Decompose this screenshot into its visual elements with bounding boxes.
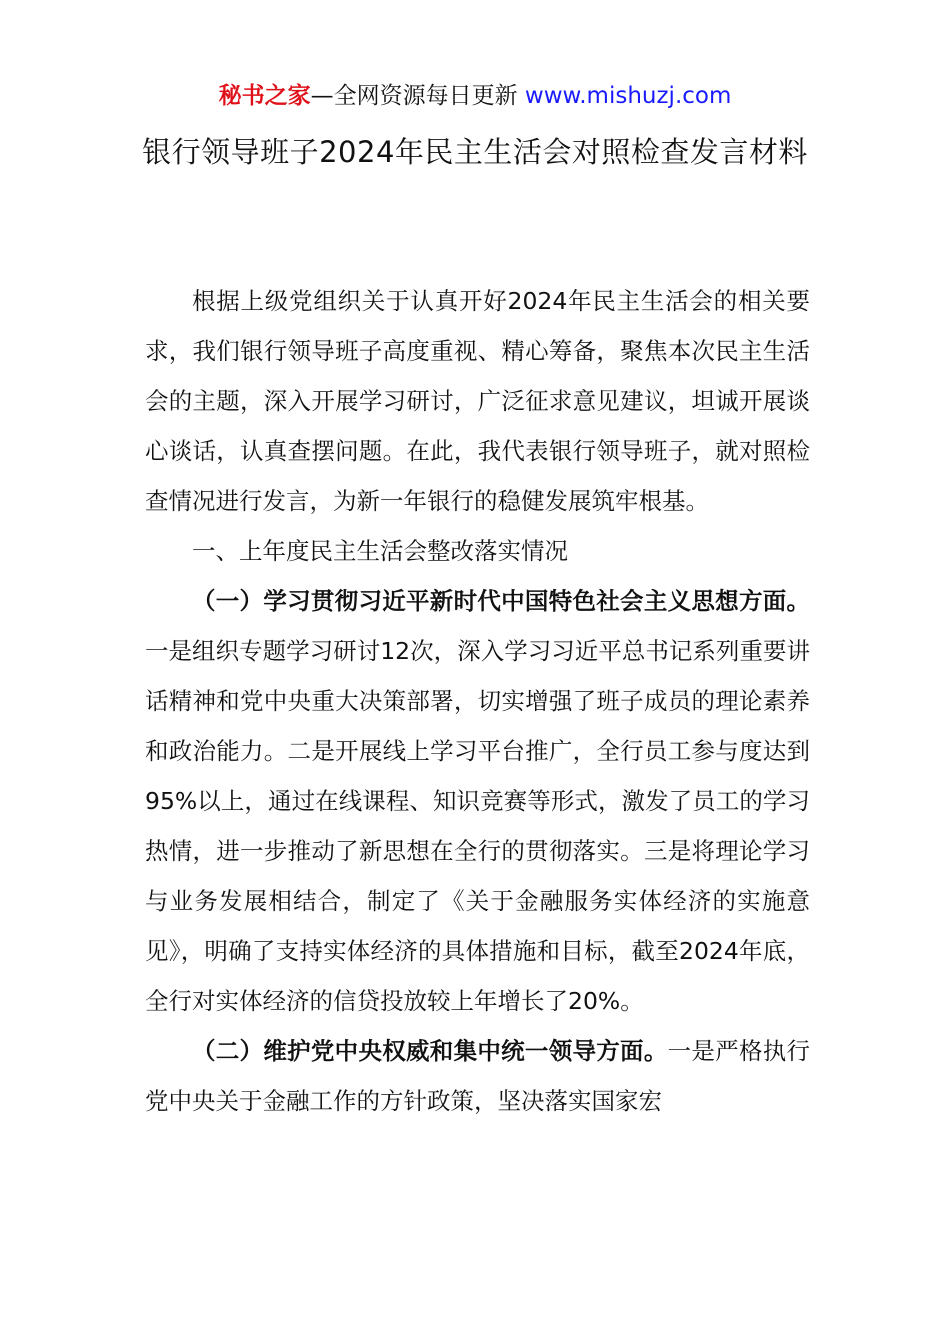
site-url-link[interactable]: www.mishuzj.com xyxy=(524,83,732,109)
site-tagline: —全网资源每日更新 xyxy=(310,83,518,109)
item-body-2: 一是严格执行党中央关于金融工作的方针政策，坚决落实国家宏 xyxy=(145,1037,811,1115)
item-paragraph-1 xyxy=(145,576,810,1026)
site-header xyxy=(0,80,950,112)
site-brand: 秘书之家 xyxy=(218,83,311,109)
item-paragraph-2 xyxy=(145,1026,810,1126)
item-heading-1: （一）学习贯彻习近平新时代中国特色社会主义思想方面。 xyxy=(192,587,810,615)
page-title: 银行领导班子2024年民主生活会对照检查发言材料 xyxy=(142,135,808,169)
intro-paragraph: 根据上级党组织关于认真开好2024年民主生活会的相关要求，我们银行领导班子高度重视、精心筹备，聚焦本次民主生活会的主题，深入开展学习研讨，广泛征求意见建议，坦诚开展谈心谈话，认真查摆问题。在此，我代表银行领导班子，就对照检查情况进行发言，为新一年银行的稳健发展筑牢根基。 xyxy=(145,287,810,515)
item-heading-2: （二）维护党中央权威和集中统一领导方面。 xyxy=(192,1037,668,1065)
document-body xyxy=(145,276,810,1126)
section-heading: 一、上年度民主生活会整改落实情况 xyxy=(192,537,568,565)
item-body-1: 一是组织专题学习研讨12次，深入学习习近平总书记系列重要讲话精神和党中央重大决策部署，切实增强了班子成员的理论素养和政治能力。二是开展线上学习平台推广，全行员工参与度达到95%以上，通过在线课程、知识竞赛等形式，激发了员工的学习热情，进一步推动了新思想在全行的贯彻落实。三是将理论学习与业务发展相结合，制定了《关于金融服务实体经济的实施意见》，明确了支持实体经济的具体措施和目标，截至2024年底，全行对实体经济的信贷投放较上年增长了20%。 xyxy=(145,637,810,1015)
